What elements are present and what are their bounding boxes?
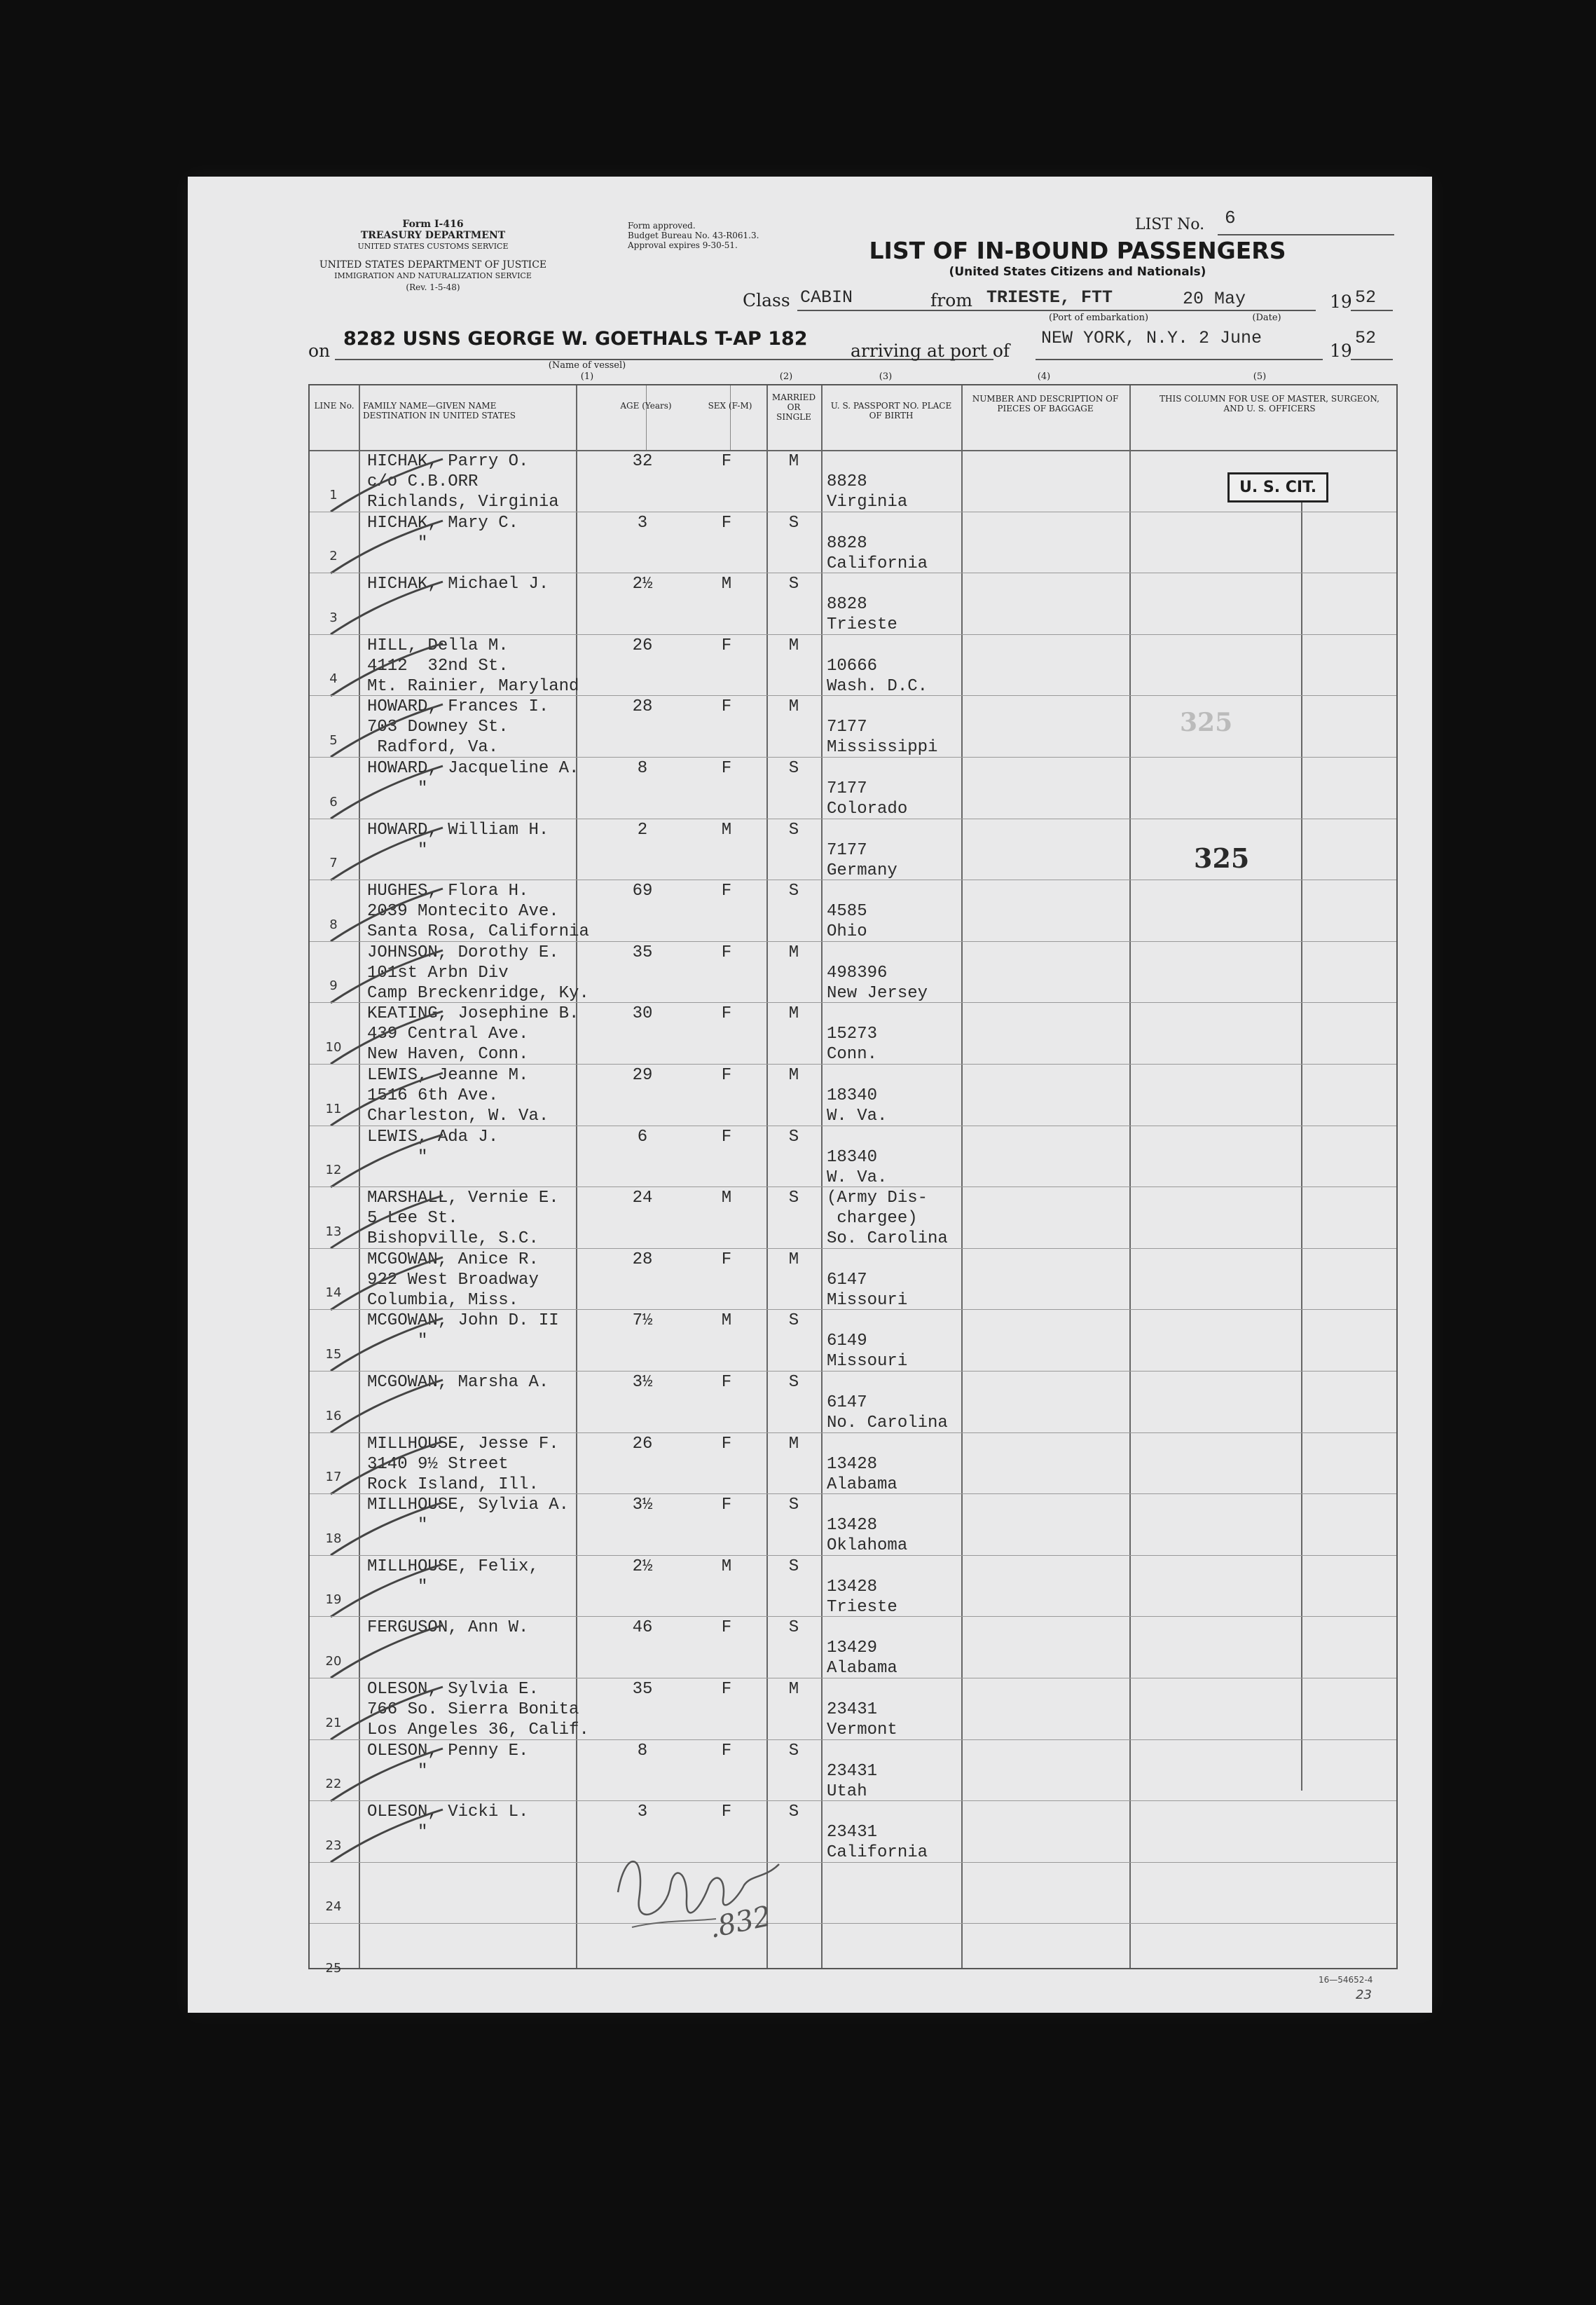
passenger-sex: M	[721, 1311, 732, 1331]
passenger-marital: M	[788, 452, 799, 471]
passport-and-birthplace: 8828 California	[827, 533, 928, 573]
row-separator	[310, 1309, 1396, 1310]
form-number: Form I-416	[402, 219, 464, 230]
arrival-year-prefix: 19	[1330, 341, 1352, 361]
passport-and-birthplace: 18340 W. Va.	[827, 1147, 888, 1187]
passport-and-birthplace: 498396 New Jersey	[827, 963, 928, 1003]
passenger-sex: F	[721, 882, 732, 901]
row-line-number: 23	[325, 1838, 342, 1853]
passport-and-birthplace: 18340 W. Va.	[827, 1086, 888, 1126]
row-line-number: 5	[329, 733, 338, 748]
passport-and-birthplace: 23431 Utah	[827, 1761, 878, 1801]
year-prefix: 19	[1330, 292, 1352, 312]
header-sex: SEX (F-M)	[708, 401, 752, 411]
passenger-age: 7½	[632, 1311, 653, 1331]
passenger-sex: M	[721, 575, 732, 594]
class-value: CABIN	[800, 287, 853, 308]
passport-and-birthplace: 23431 Vermont	[827, 1700, 897, 1739]
passenger-name: HOWARD, William H. "	[367, 820, 549, 860]
row-line-number: 3	[329, 610, 338, 625]
passport-and-birthplace: 15273 Conn.	[827, 1025, 878, 1065]
row-line-number: 2	[329, 549, 338, 564]
row-separator	[310, 1432, 1396, 1433]
passenger-sex: F	[721, 697, 732, 717]
row-separator	[310, 1371, 1396, 1372]
passenger-marital: S	[788, 820, 799, 840]
column-4-caption: (4)	[1037, 371, 1051, 382]
row-line-number: 8	[329, 917, 338, 932]
arrival-year-value: 52	[1355, 328, 1377, 348]
passenger-sex: M	[721, 1557, 732, 1576]
passport-and-birthplace: 13428 Trieste	[827, 1577, 897, 1617]
us-citizen-stamp: U. S. CIT.	[1227, 472, 1328, 502]
row-separator	[310, 1862, 1396, 1863]
header-name: FAMILY NAME—GIVEN NAME DESTINATION IN UNITED STATES	[363, 401, 516, 420]
passport-and-birthplace: 6147 No. Carolina	[827, 1393, 948, 1432]
passenger-marital: S	[788, 1618, 799, 1638]
customs-label: UNITED STATES CUSTOMS SERVICE	[357, 242, 509, 251]
date-line	[1169, 310, 1316, 311]
passenger-sex: F	[721, 1803, 732, 1822]
passenger-sex: M	[721, 1189, 732, 1208]
list-number-value: 6	[1225, 207, 1236, 228]
passenger-name: OLESON, Vicki L. "	[367, 1803, 529, 1842]
justice-label: UNITED STATES DEPARTMENT OF JUSTICE	[319, 259, 547, 271]
form-footnote: 16—54652-4	[1319, 1975, 1373, 1985]
revision-label: (Rev. 1-5-48)	[406, 282, 460, 292]
passenger-name: HOWARD, Jacqueline A. "	[367, 759, 579, 798]
header-married: MARRIED OR SINGLE	[771, 392, 816, 422]
check-mark-icon	[324, 947, 450, 1010]
check-mark-icon	[324, 1561, 450, 1624]
from-label: from	[930, 290, 972, 310]
passenger-marital: S	[788, 1803, 799, 1822]
passenger-age: 35	[632, 943, 653, 962]
column-divider	[821, 385, 823, 1968]
passenger-marital: S	[788, 759, 799, 778]
column-3-caption: (3)	[879, 371, 893, 382]
handwritten-signature	[604, 1836, 786, 1955]
row-line-number: 7	[329, 856, 338, 871]
row-line-number: 20	[325, 1654, 342, 1669]
row-line-number: 19	[325, 1592, 342, 1608]
passenger-name: HOWARD, Frances I. 703 Downey St. Radford, Va.	[367, 697, 549, 758]
passenger-sex: F	[721, 1250, 732, 1269]
arrival-year-line	[1351, 359, 1393, 360]
passenger-name: MCGOWAN, Marsha A.	[367, 1373, 549, 1392]
header-passport: U. S. PASSPORT NO. PLACE OF BIRTH	[830, 401, 952, 420]
passenger-marital: M	[788, 943, 799, 962]
passenger-name: MCGOWAN, Anice R. 922 West Broadway Columbia, Miss.	[367, 1250, 539, 1310]
from-value: TRIESTE, FTT	[986, 287, 1113, 308]
passenger-sex: F	[721, 636, 732, 655]
passenger-marital: S	[788, 575, 799, 594]
passenger-sex: F	[721, 1618, 732, 1638]
check-mark-icon	[324, 1254, 450, 1317]
row-line-number: 10	[325, 1040, 342, 1055]
row-line-number: 21	[325, 1715, 342, 1730]
passport-and-birthplace: 23431 California	[827, 1823, 928, 1863]
passenger-name: MILLHOUSE, Sylvia A. "	[367, 1496, 570, 1535]
passenger-sex: F	[721, 1373, 732, 1392]
on-label: on	[308, 341, 331, 361]
header-line-no: LINE No.	[314, 401, 355, 411]
passenger-age: 28	[632, 697, 653, 717]
check-mark-icon	[324, 1499, 450, 1562]
row-separator	[310, 1555, 1396, 1556]
column-divider	[961, 385, 963, 1968]
row-separator	[310, 1616, 1396, 1617]
passenger-marital: M	[788, 697, 799, 717]
passenger-marital: S	[788, 1127, 799, 1147]
passenger-sex: F	[721, 513, 732, 533]
row-separator	[310, 1800, 1396, 1801]
passenger-age: 6	[637, 1127, 648, 1147]
passenger-age: 2½	[632, 1557, 653, 1576]
passenger-age: 29	[632, 1066, 653, 1085]
check-mark-icon	[324, 640, 450, 703]
row-separator	[310, 1493, 1396, 1494]
port-caption: (Port of embarkation)	[1048, 313, 1149, 323]
year-value: 52	[1355, 287, 1377, 308]
list-number-label: LIST No.	[1135, 216, 1205, 233]
passenger-name: LEWIS, Ada J. "	[367, 1127, 499, 1167]
check-mark-icon	[324, 1376, 450, 1439]
passenger-name: MILLHOUSE, Jesse F. 3140 9½ Street Rock Island, Ill.	[367, 1434, 559, 1494]
row-line-number: 24	[325, 1899, 342, 1915]
passenger-sex: M	[721, 820, 732, 840]
column-2-caption: (2)	[779, 371, 793, 382]
passport-and-birthplace: 13428 Oklahoma	[827, 1516, 908, 1556]
stamp-number: 325	[1194, 842, 1250, 874]
passport-and-birthplace: 8828 Trieste	[827, 595, 897, 635]
passenger-name: MARSHALL, Vernie E. 5 Lee St. Bishopville, S.C.	[367, 1189, 559, 1249]
header-baggage: NUMBER AND DESCRIPTION OF PIECES OF BAGGAGE	[972, 394, 1119, 413]
row-line-number: 16	[325, 1408, 342, 1423]
page-title: LIST OF IN-BOUND PASSENGERS	[869, 237, 1286, 264]
passenger-age: 8	[637, 1741, 648, 1760]
passenger-name: HICHAK, Mary C. "	[367, 513, 519, 553]
passenger-name: MCGOWAN, John D. II "	[367, 1311, 559, 1351]
row-line-number: 13	[325, 1224, 342, 1239]
row-separator	[310, 757, 1396, 758]
check-mark-icon	[324, 762, 450, 826]
check-mark-icon	[324, 1315, 450, 1378]
check-mark-icon	[324, 456, 450, 519]
passenger-age: 8	[637, 759, 648, 778]
handwritten-number: .832	[706, 1900, 774, 1945]
row-separator	[310, 634, 1396, 635]
passport-and-birthplace: 4585 Ohio	[827, 902, 867, 942]
column-divider	[766, 385, 768, 1968]
passport-and-birthplace: (Army Dis- chargee) So. Carolina	[827, 1189, 948, 1249]
check-mark-icon	[324, 1806, 450, 1869]
passport-and-birthplace: 10666 Wash. D.C.	[827, 656, 928, 696]
passenger-name: OLESON, Sylvia E. 766 So. Sierra Bonita Los Angeles 36, Calif.	[367, 1680, 589, 1739]
passenger-marital: S	[788, 1189, 799, 1208]
passenger-marital: S	[788, 1311, 799, 1331]
passenger-name: OLESON, Penny E. "	[367, 1741, 529, 1781]
passenger-age: 32	[632, 452, 653, 471]
check-mark-icon	[324, 1131, 450, 1194]
row-line-number: 17	[325, 1470, 342, 1485]
row-separator	[310, 1064, 1396, 1065]
passport-and-birthplace: 6147 Missouri	[827, 1270, 908, 1310]
passenger-marital: M	[788, 1004, 799, 1024]
page-subtitle: (United States Citizens and Nationals)	[949, 265, 1206, 279]
row-line-number: 25	[325, 1961, 342, 1976]
passenger-age: 3	[637, 1803, 648, 1822]
passenger-sex: F	[721, 1741, 732, 1760]
row-separator	[310, 1186, 1396, 1187]
passenger-sex: F	[721, 1004, 732, 1024]
passenger-marital: M	[788, 1250, 799, 1269]
check-mark-icon	[324, 1683, 450, 1746]
passenger-marital: M	[788, 636, 799, 655]
check-mark-icon	[324, 1192, 450, 1255]
passenger-marital: S	[788, 513, 799, 533]
passport-and-birthplace: 7177 Mississippi	[827, 718, 938, 758]
passenger-age: 26	[632, 1434, 653, 1454]
passenger-name: JOHNSON, Dorothy E. 101st Arbn Div Camp Breckenridge, Ky.	[367, 943, 589, 1003]
passenger-name: HUGHES, Flora H. 2039 Montecito Ave. Santa Rosa, California	[367, 882, 589, 942]
passenger-marital: S	[788, 1496, 799, 1515]
row-line-number: 22	[325, 1777, 342, 1792]
treasury-label: TREASURY DEPARTMENT	[360, 230, 506, 241]
passenger-sex: F	[721, 1680, 732, 1699]
arrival-line	[1036, 359, 1323, 360]
passenger-name: HICHAK, Parry O. c/o C.B.ORR Richlands, Virginia	[367, 452, 559, 512]
passenger-age: 26	[632, 636, 653, 655]
row-line-number: 12	[325, 1163, 342, 1178]
row-separator	[310, 1923, 1396, 1924]
vessel-caption: (Name of vessel)	[548, 360, 626, 371]
row-separator	[310, 695, 1396, 696]
row-line-number: 15	[325, 1347, 342, 1362]
header-officers: THIS COLUMN FOR USE OF MASTER, SURGEON, AND U. S. OFFICERS	[1160, 394, 1380, 413]
passenger-age: 3½	[632, 1373, 653, 1392]
passport-and-birthplace: 13428 Alabama	[827, 1454, 897, 1494]
passport-and-birthplace: 7177 Germany	[827, 840, 897, 880]
check-mark-icon	[324, 1438, 450, 1501]
row-separator	[310, 1248, 1396, 1249]
passenger-age: 2½	[632, 575, 653, 594]
arriving-label: arriving at port of	[851, 341, 1010, 361]
row-line-number: 1	[329, 487, 338, 502]
passenger-sex: F	[721, 759, 732, 778]
column-divider	[1129, 385, 1131, 1968]
passenger-age: 2	[637, 820, 648, 840]
check-mark-icon	[324, 1008, 450, 1071]
row-line-number: 4	[329, 671, 338, 687]
date-caption: (Date)	[1252, 313, 1281, 323]
row-line-number: 18	[325, 1531, 342, 1546]
row-separator	[310, 1739, 1396, 1740]
passenger-age: 35	[632, 1680, 653, 1699]
row-separator	[310, 941, 1396, 942]
year-line	[1351, 310, 1393, 311]
passenger-marital: S	[788, 882, 799, 901]
passenger-age: 69	[632, 882, 653, 901]
passenger-table	[308, 384, 1398, 1976]
passenger-age: 3½	[632, 1496, 653, 1515]
passenger-sex: F	[721, 943, 732, 962]
passenger-age: 28	[632, 1250, 653, 1269]
passport-and-birthplace: 7177 Colorado	[827, 779, 908, 819]
passenger-marital: M	[788, 1434, 799, 1454]
passenger-age: 30	[632, 1004, 653, 1024]
passenger-marital: S	[788, 1373, 799, 1392]
class-label: Class	[743, 290, 790, 310]
check-mark-icon	[324, 1745, 450, 1808]
row-line-number: 14	[325, 1285, 342, 1301]
ins-label: IMMIGRATION AND NATURALIZATION SERVICE	[334, 271, 532, 280]
passport-and-birthplace: 13429 Alabama	[827, 1639, 897, 1678]
row-line-number: 9	[329, 978, 338, 994]
passenger-age: 46	[632, 1618, 653, 1638]
row-line-number: 11	[325, 1101, 342, 1116]
passenger-name: KEATING, Josephine B. 439 Central Ave. New Haven, Conn.	[367, 1004, 579, 1065]
check-mark-icon	[324, 824, 450, 887]
column-divider	[730, 385, 731, 450]
passenger-marital: S	[788, 1557, 799, 1576]
check-mark-icon	[324, 701, 450, 764]
check-mark-icon	[324, 517, 450, 580]
passport-and-birthplace: 6149 Missouri	[827, 1332, 908, 1372]
column-1-caption: (1)	[580, 371, 594, 382]
passenger-age: 3	[637, 513, 648, 533]
check-mark-icon	[324, 1622, 450, 1685]
header-age: AGE (Years)	[620, 401, 672, 411]
check-mark-icon	[324, 578, 450, 641]
passenger-sex: F	[721, 1066, 732, 1085]
passenger-marital: M	[788, 1066, 799, 1085]
passenger-sex: F	[721, 452, 732, 471]
form-approved: Form approved.	[628, 221, 696, 231]
list-number-line	[1218, 234, 1394, 235]
stamp-guide-line	[1301, 473, 1302, 1791]
passenger-name: HILL, Della M. 4112 32nd St. Mt. Rainier, Maryland	[367, 636, 579, 696]
passenger-name: MILLHOUSE, Felix, "	[367, 1557, 539, 1596]
passenger-sex: F	[721, 1434, 732, 1454]
passenger-marital: S	[788, 1741, 799, 1760]
column-5-caption: (5)	[1253, 371, 1267, 382]
row-line-number: 6	[329, 794, 338, 809]
check-mark-icon	[324, 1069, 450, 1133]
approval-expires: Approval expires 9-30-51.	[628, 240, 738, 250]
arrival-value: NEW YORK, N.Y. 2 June	[1041, 328, 1263, 348]
faint-stamp-number: 325	[1180, 708, 1233, 737]
page-mark: 23	[1356, 1988, 1372, 2002]
passenger-name: FERGUSON, Ann W.	[367, 1618, 529, 1638]
passport-and-birthplace: 8828 Virginia	[827, 472, 908, 512]
row-separator	[310, 1002, 1396, 1003]
passenger-sex: F	[721, 1496, 732, 1515]
passenger-name: LEWIS, Jeanne M. 1516 6th Ave. Charleston, W. Va.	[367, 1066, 549, 1126]
check-mark-icon	[324, 885, 450, 948]
passenger-name: HICHAK, Michael J.	[367, 575, 549, 594]
vessel-name: 8282 USNS GEORGE W. GOETHALS T-AP 182	[343, 328, 808, 350]
column-divider	[646, 385, 647, 450]
date-value: 20 May	[1183, 289, 1246, 309]
passenger-age: 24	[632, 1189, 653, 1208]
passenger-sex: F	[721, 1127, 732, 1147]
passenger-marital: M	[788, 1680, 799, 1699]
budget-bureau: Budget Bureau No. 43-R061.3.	[628, 231, 759, 240]
